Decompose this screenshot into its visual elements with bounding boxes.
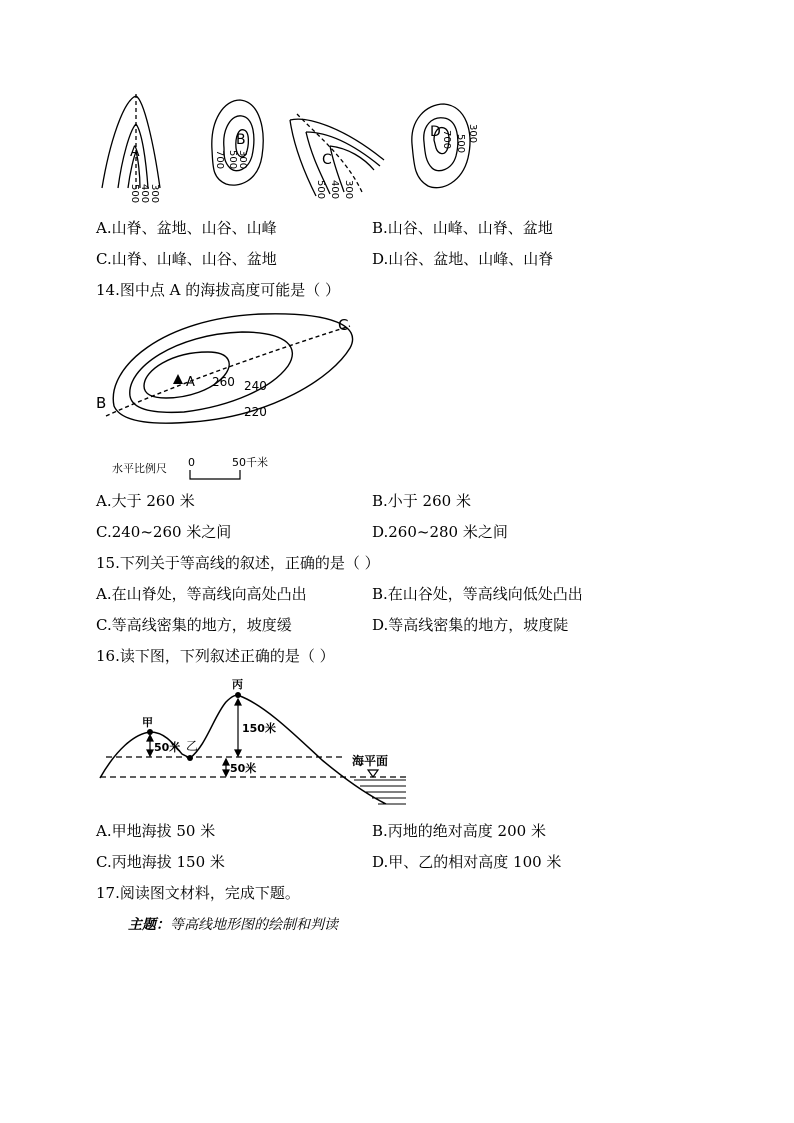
q16-height-50-a: 50米 bbox=[154, 741, 181, 754]
q14-option-c: C.240~260 米之间 bbox=[96, 523, 232, 541]
q16-option-b: B.丙地的绝对高度 200 米 bbox=[372, 822, 546, 840]
q16-option-c: C.丙地海拔 150 米 bbox=[96, 853, 225, 871]
q14-point-c: C bbox=[338, 316, 349, 334]
q14-scale-zero: 0 bbox=[188, 456, 195, 469]
q13-option-b: B.山谷、山峰、山脊、盆地 bbox=[372, 219, 553, 237]
q17-theme-text: 等高线地形图的绘制和判读 bbox=[170, 917, 338, 933]
q16-stem: 16.读下图，下列叙述正确的是（ ） bbox=[96, 647, 335, 665]
q17-theme bbox=[128, 914, 338, 934]
q15-stem: 15.下列关于等高线的叙述，正确的是（ ） bbox=[96, 554, 380, 572]
fig1-c-500: 500 bbox=[315, 180, 326, 200]
q14-option-d: D.260~280 米之间 bbox=[372, 523, 508, 541]
profile-figure bbox=[96, 676, 410, 810]
fig1-d-300: 300 bbox=[467, 124, 478, 144]
fig1-a-500: 500 bbox=[129, 184, 140, 204]
contour-types-figure bbox=[92, 90, 482, 210]
q16-label-bing: 丙 bbox=[232, 678, 243, 691]
q17-stem: 17.阅读图文材料，完成下题。 bbox=[96, 884, 300, 902]
q14-point-a: A bbox=[186, 375, 195, 390]
q15-option-b: B.在山谷处，等高线向低处凸出 bbox=[372, 585, 583, 603]
fig1-b-700: 700 bbox=[214, 150, 225, 170]
q14-scale-bar bbox=[190, 470, 240, 479]
fig1-label-d: D bbox=[430, 124, 441, 140]
q17-theme-label: 主题： bbox=[128, 917, 170, 933]
fig1-label-a: A bbox=[130, 144, 140, 160]
q14-option-a: A.大于 260 米 bbox=[96, 492, 195, 510]
q14-contour-220: 220 bbox=[244, 405, 267, 419]
q13-option-a: A.山脊、盆地、山谷、山峰 bbox=[96, 219, 277, 237]
q16-option-d: D.甲、乙的相对高度 100 米 bbox=[372, 853, 562, 871]
q16-sea-level: 海平面 bbox=[352, 754, 389, 768]
q15-option-c: C.等高线密集的地方，坡度缓 bbox=[96, 616, 292, 634]
fig1-c-400: 400 bbox=[329, 180, 340, 200]
fig1-b-500: 500 bbox=[227, 150, 238, 170]
fig1-label-b: B bbox=[236, 132, 246, 148]
q16-option-a: A.甲地海拔 50 米 bbox=[96, 822, 216, 840]
q13-option-c: C.山脊、山峰、山谷、盆地 bbox=[96, 250, 277, 268]
q14-scale-title: 水平比例尺 bbox=[112, 462, 167, 475]
fig1-d-700: 700 bbox=[441, 130, 452, 150]
q14-option-b: B.小于 260 米 bbox=[372, 492, 471, 510]
q13-option-d: D.山谷、盆地、山峰、山脊 bbox=[372, 250, 554, 268]
fig1-c-300: 300 bbox=[343, 180, 354, 200]
q14-point-b: B bbox=[96, 394, 107, 412]
fig1-a-400: 400 bbox=[139, 184, 150, 204]
q16-height-50-b: 50米 bbox=[230, 762, 257, 775]
q15-option-a: A.在山脊处，等高线向高处凸出 bbox=[96, 585, 307, 603]
q14-contour-240: 240 bbox=[244, 379, 267, 393]
fig1-b-300: 300 bbox=[237, 150, 248, 170]
fig1-d-500: 500 bbox=[455, 134, 466, 154]
q15-option-d: D.等高线密集的地方，坡度陡 bbox=[372, 616, 569, 634]
q14-stem: 14.图中点 A 的海拔高度可能是（ ） bbox=[96, 281, 340, 299]
q14-scale-end: 50千米 bbox=[232, 456, 268, 469]
q14-contour-260: 260 bbox=[212, 375, 235, 389]
fig1-label-c: C bbox=[322, 152, 332, 168]
q16-label-jia: 甲 bbox=[142, 716, 153, 729]
q16-height-150: 150米 bbox=[242, 722, 276, 735]
contour-map-figure bbox=[92, 308, 372, 486]
q16-label-yi: 乙 bbox=[186, 739, 199, 753]
fig1-a-300: 300 bbox=[149, 184, 160, 204]
